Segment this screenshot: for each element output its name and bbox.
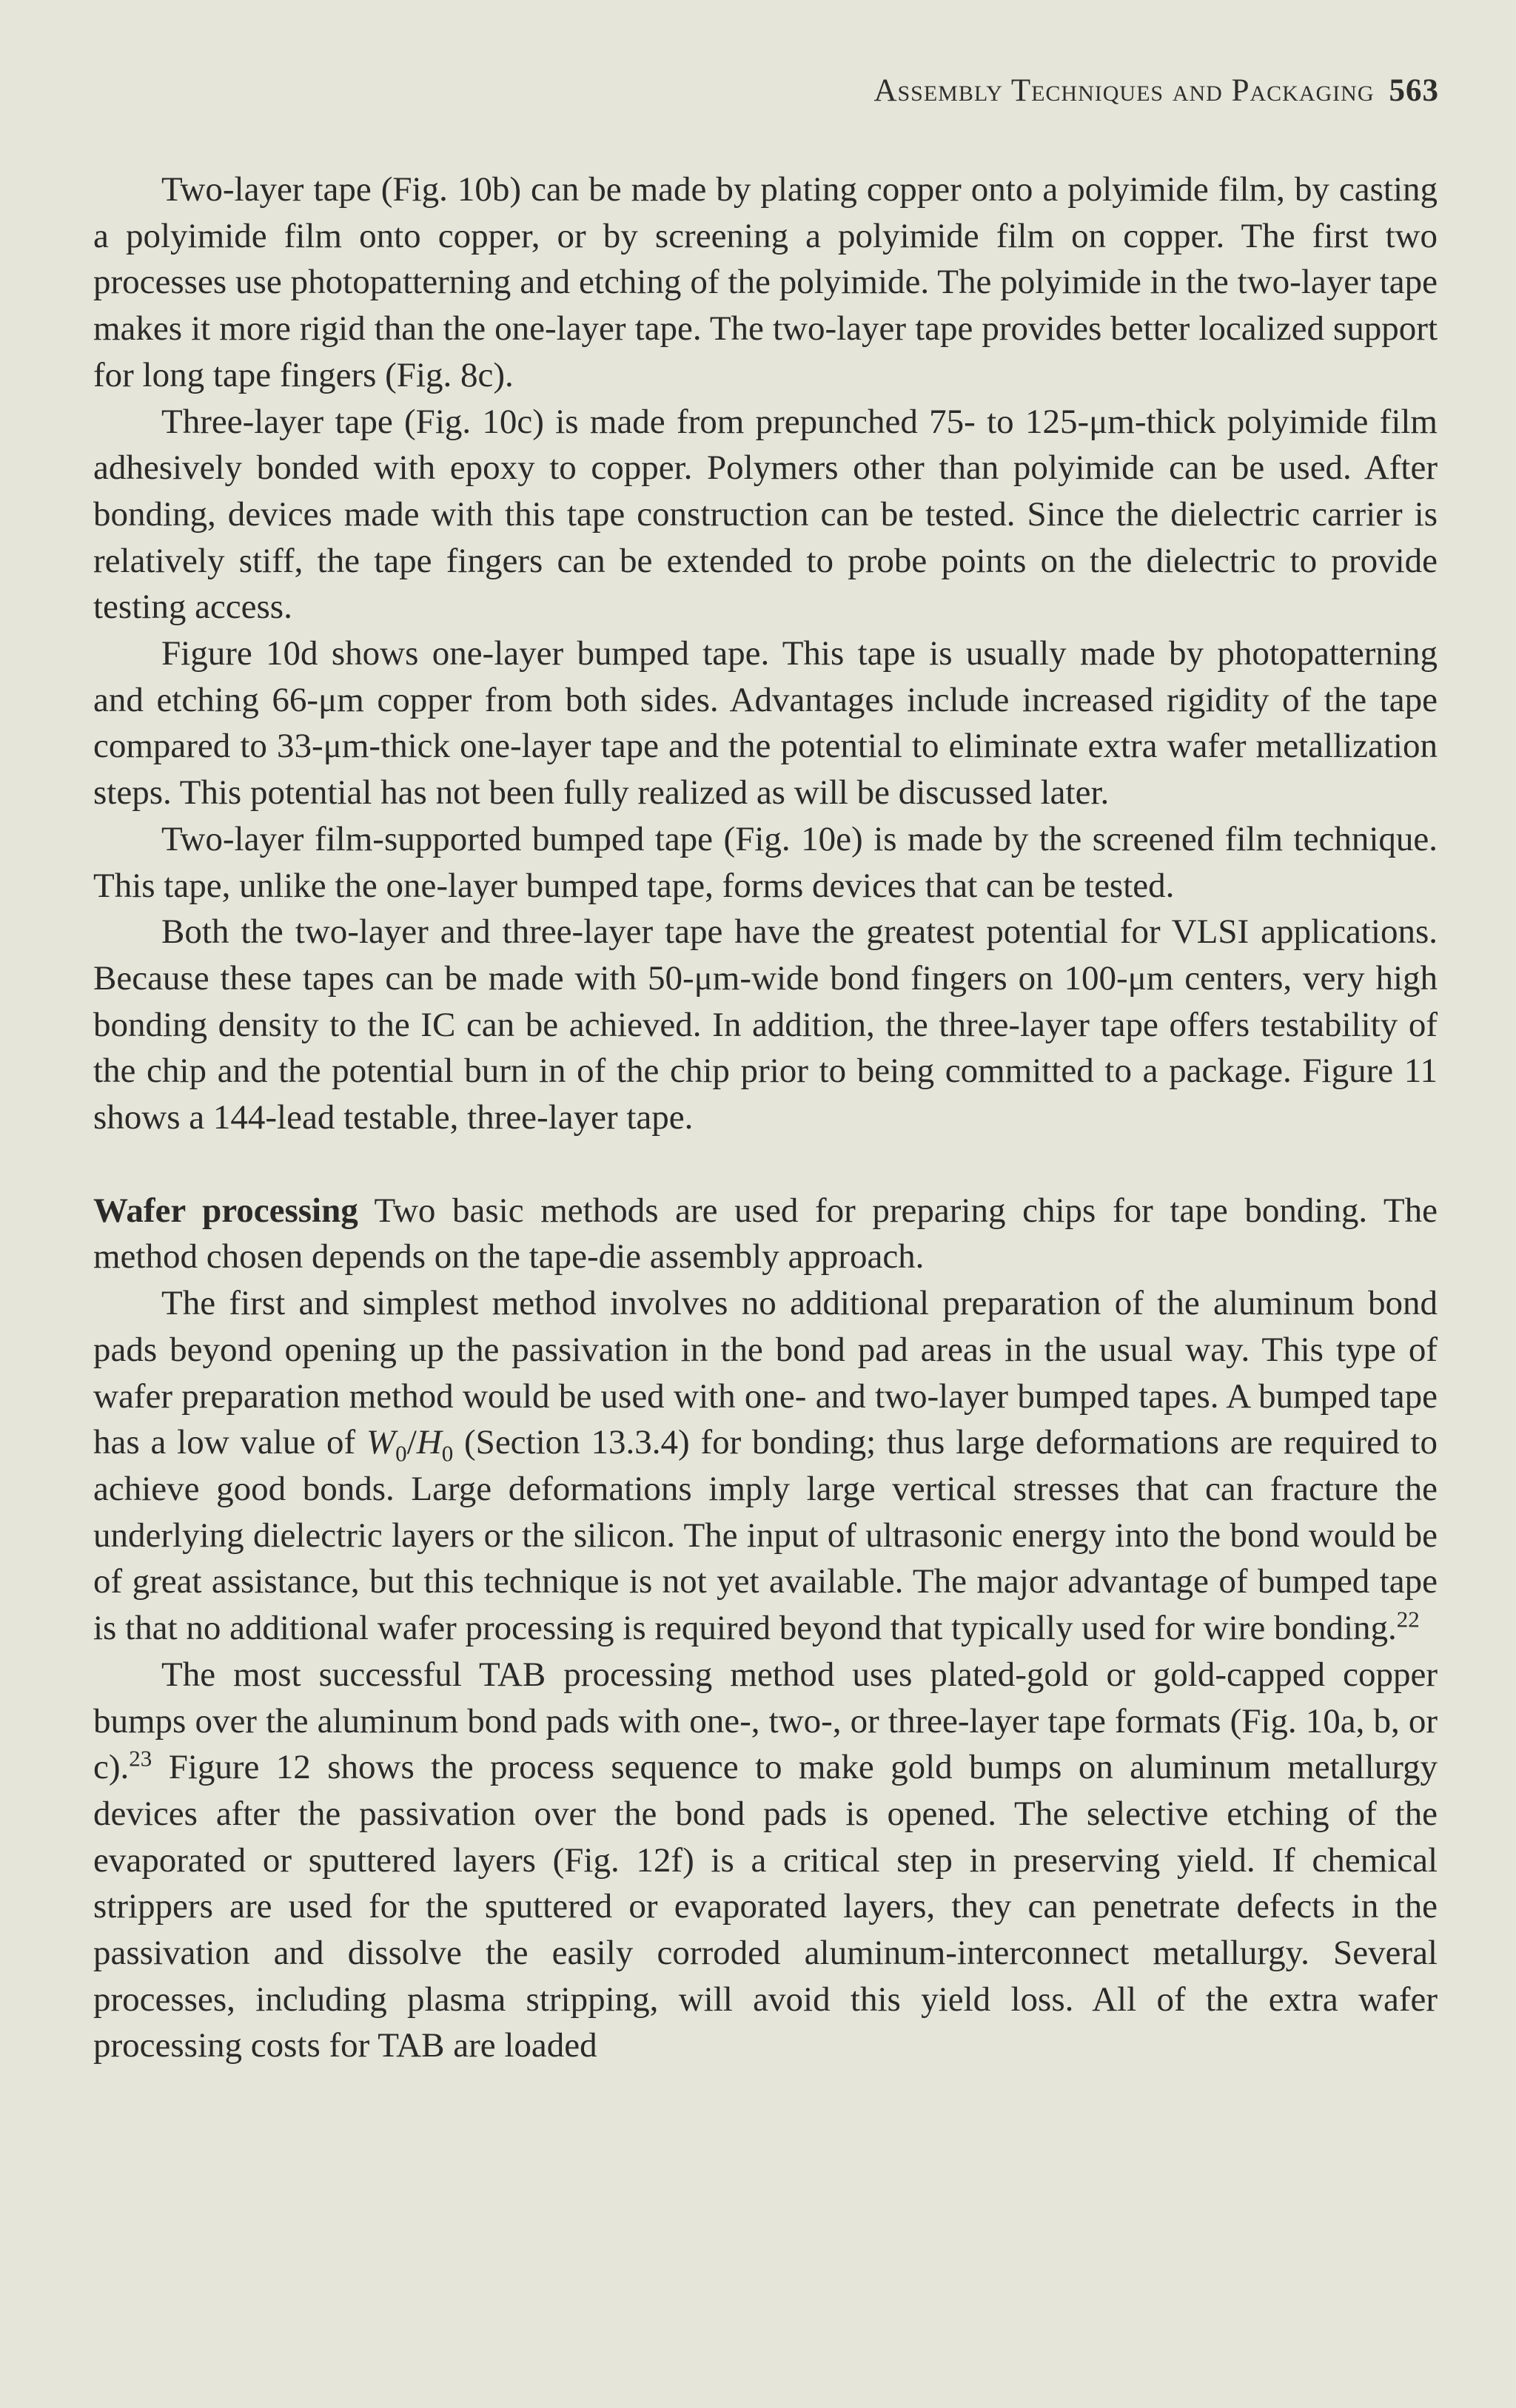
paragraph-text: (Section 13.3.4) for bonding; thus large deformations are required to achieve good bonds. Large deformations imply large vertical stresses that can fracture the underlying dielectric layers or the silicon. The input of ultrasonic energy into the bond would be of great assistance, but this technique is not yet available. The major advantage of bumped tape is that no additional wafer processing is required beyond that typically used for wire bonding. [93,1423,1438,1648]
symbol-h: H [416,1423,442,1462]
paragraph-vlsi-applications: Both the two-layer and three-layer tape have the greatest potential for VLSI applications. Because these tapes can be made with 50-μm-wide bond fingers on 100-μm centers, very high bonding density to the IC can be achieved. In addition, the three-layer tape offers testability of the chip and the potential burn in of the chip prior to being committed to a package. Figure 11 shows a 144-lead testable, three-layer tape. [93,912,1438,1137]
paragraph-film-supported-bumped-tape: Two-layer film-supported bumped tape (Fig. 10e) is made by the screened film technique. This tape, unlike the one-layer bumped tape, forms devices that can be tested. [93,819,1438,905]
run-in-heading: Wafer processing [93,1191,358,1230]
slash: / [406,1423,417,1462]
footnote-ref: 23 [129,1745,152,1772]
paragraph-text: The most successful TAB processing method uses plated-gold or gold-capped copper bumps over the aluminum bond pads with one-, two-, or three-layer tape formats (Fig. 10a, b, or c). [93,1655,1438,1787]
paragraph-text: Two basic methods are used for preparing chips for tape bonding. The method chosen depends on the tape-die assembly approach. [93,1191,1438,1277]
section-title: Assembly Techniques and Packaging [873,73,1375,108]
paragraph-wafer-processing [93,1188,1438,1280]
page-number: 563 [1389,73,1439,108]
paragraph-first-method [93,1280,1438,1652]
paragraph-text: The first and simplest method involves no additional preparation of the aluminum bond pads beyond opening up the passivation in the bond pad areas in the usual way. This type of wafer preparation method would be used with one- and two-layer bumped tapes. A bumped tape has a low value of [93,1284,1438,1462]
subscript: 0 [441,1440,454,1467]
symbol-w: W [366,1423,396,1462]
subscript: 0 [395,1440,407,1467]
body-text [93,167,1438,2069]
paragraph-two-layer-tape: Two-layer tape (Fig. 10b) can be made by plating copper onto a polyimide film, by casting a polyimide film onto copper, or by screening a polyimide film on copper. The first two processes use photopatterning and etching of the polyimide. The polyimide in the two-layer tape makes it more rigid than the one-layer tape. The two-layer tape provides better localized support for long tape fingers (Fig. 8c). [93,170,1438,394]
footnote-ref: 22 [1396,1606,1420,1632]
paragraph-three-layer-tape: Three-layer tape (Fig. 10c) is made from prepunched 75- to 125-μm-thick polyimide film adhesively bonded with epoxy to copper. Polymers other than polyimide can be used. After bonding, devices made with this tape construction can be tested. Since the dielectric carrier is relatively stiff, the tape fingers can be extended to probe points on the dielectric to provide testing access. [93,402,1438,627]
running-head [873,73,1439,109]
paragraph-tab-processing [93,1652,1438,2069]
paragraph-text: Figure 12 shows the process sequence to make gold bumps on aluminum metallurgy devices after the passivation over the bond pads is opened. The selective etching of the evaporated or sputtered layers (Fig. 12f) is a critical step in preserving yield. If chemical strippers are used for the sputtered or evaporated layers, they can penetrate defects in the passivation and dissolve the easily corroded aluminum-interconnect metallurgy. Several processes, including plasma stripping, will avoid this yield loss. All of the extra wafer processing costs for TAB are loaded [93,1748,1438,2065]
paragraph-one-layer-bumped-tape: Figure 10d shows one-layer bumped tape. This tape is usually made by photopatterning and etching 66-μm copper from both sides. Advantages include increased rigidity of the tape compared to 33-μm-thick one-layer tape and the potential to eliminate extra wafer metallization steps. This potential has not been fully realized as will be discussed later. [93,634,1438,813]
